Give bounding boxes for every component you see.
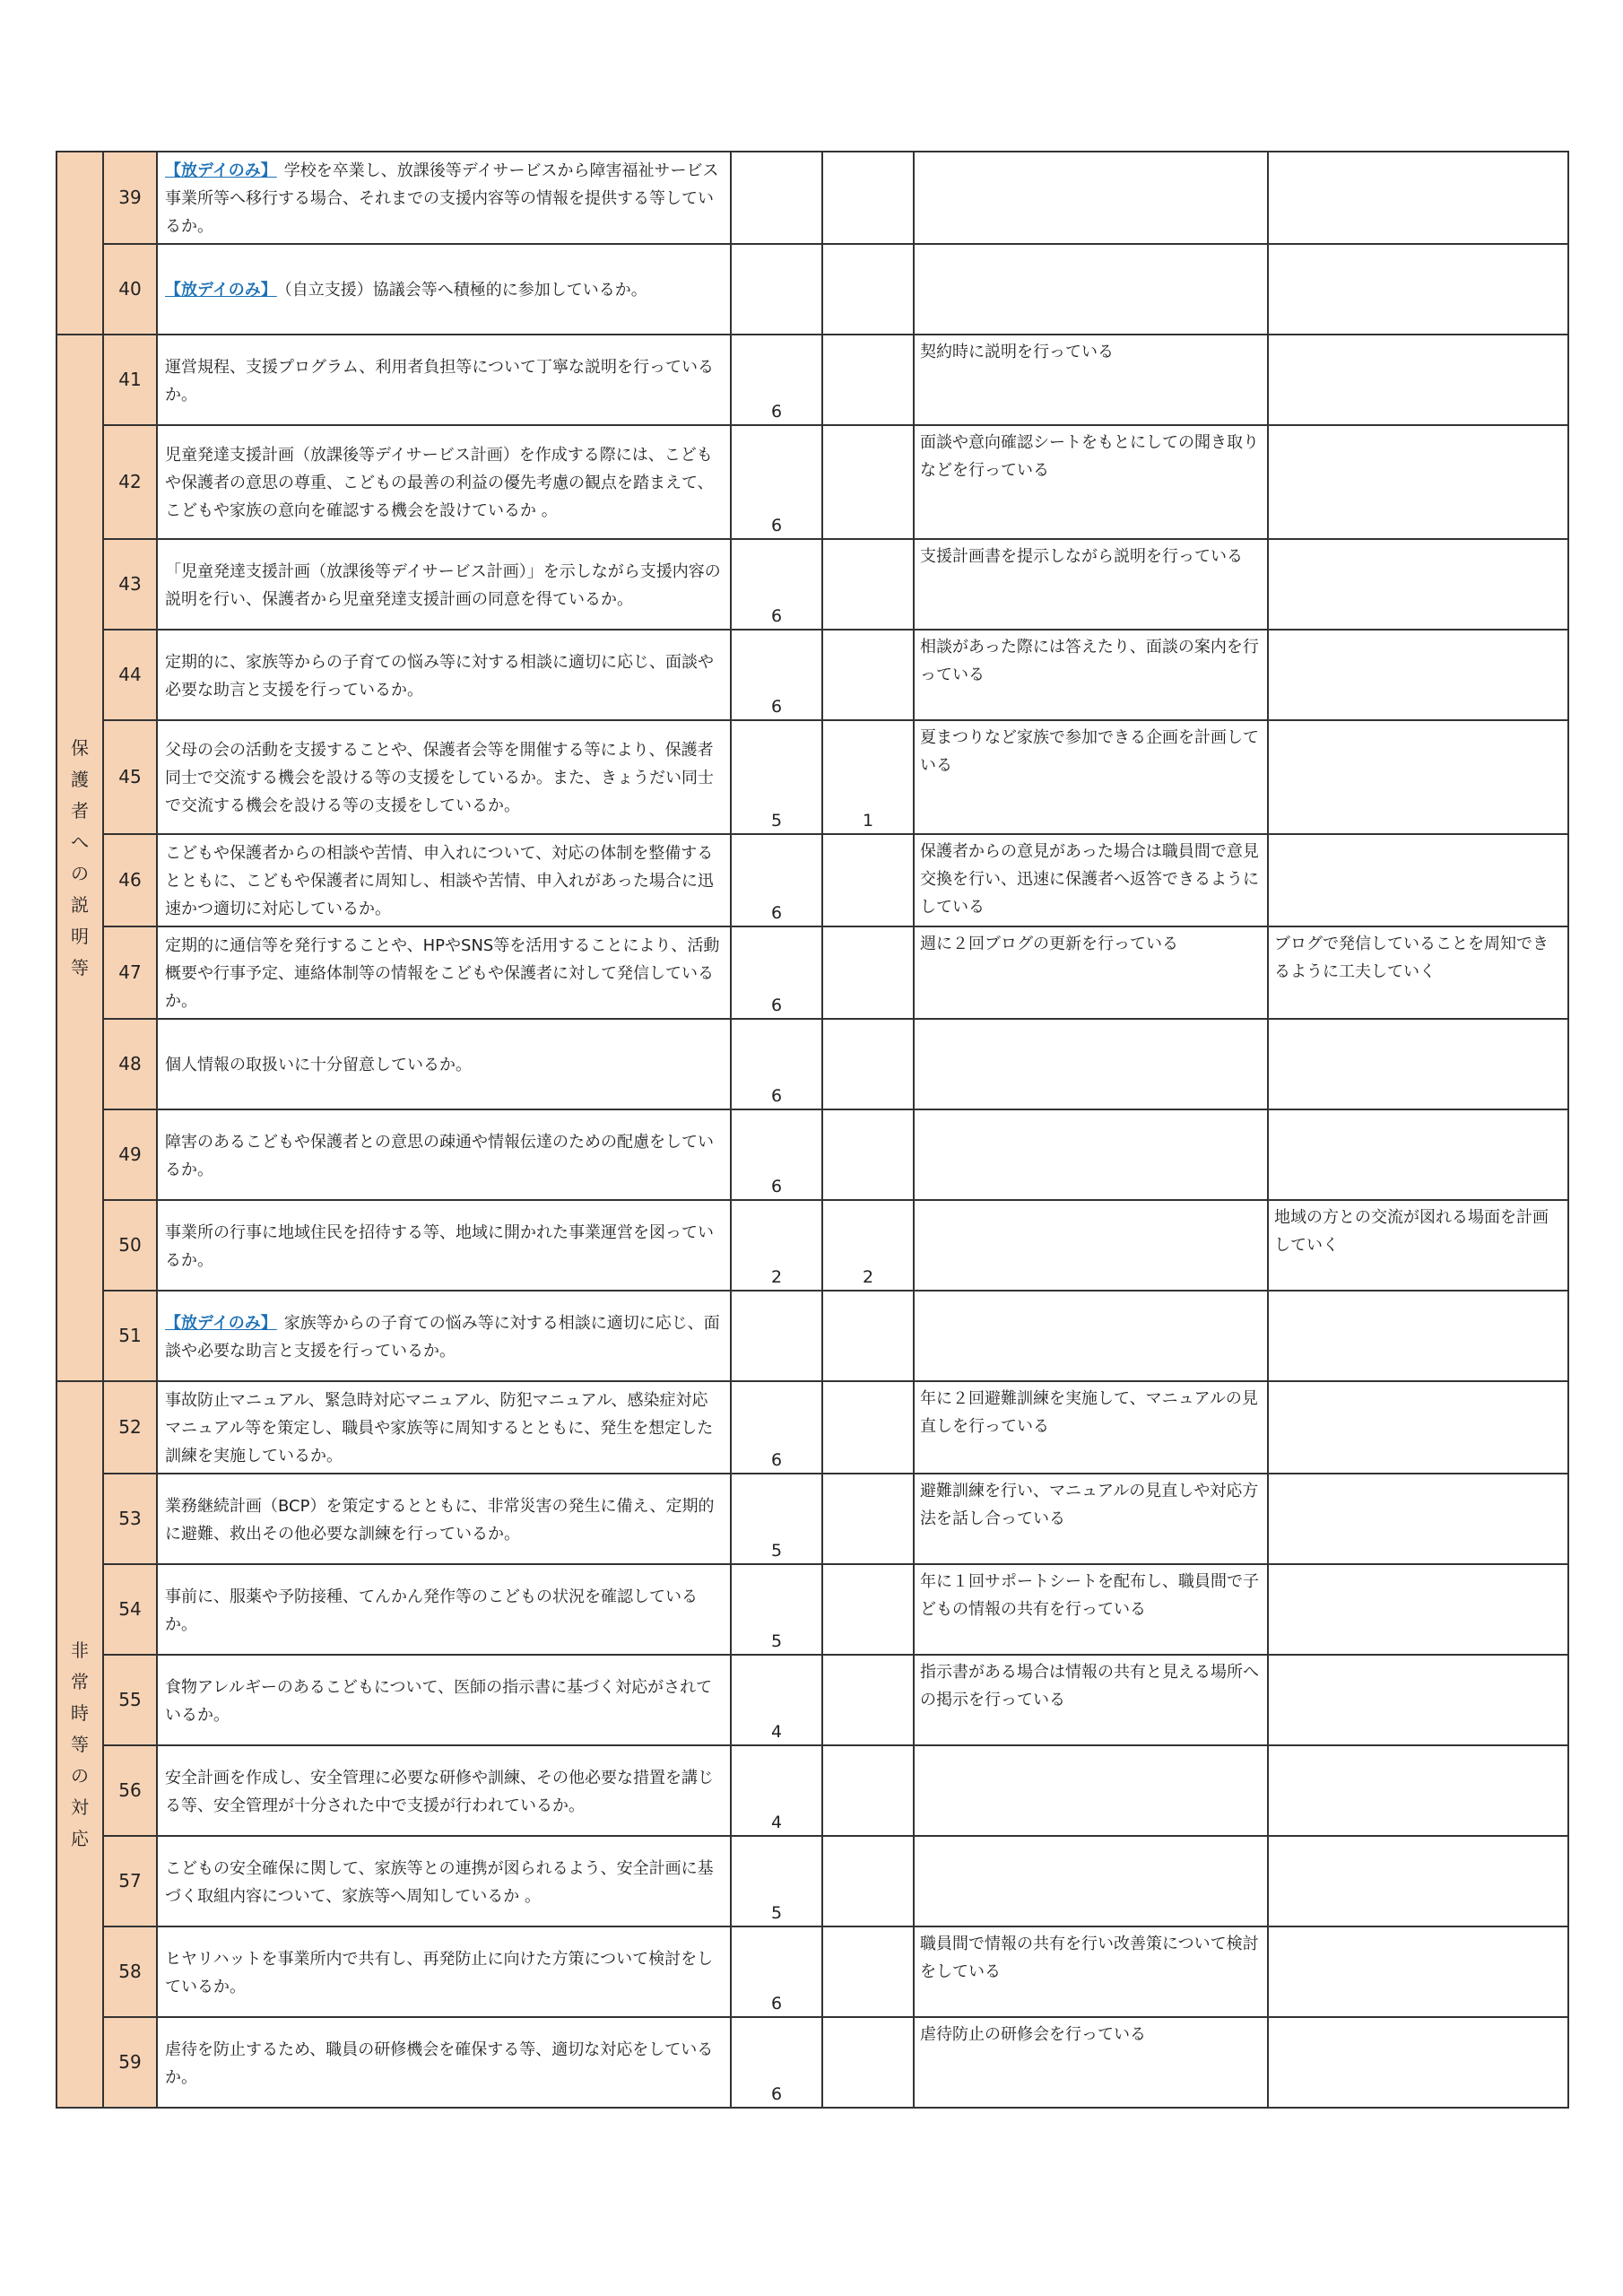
item-text: 「児童発達支援計画（放課後等デイサービス計画）」を示しながら支援内容の説明を行い、保護者から児童発達支援計画の同意を得ているか。 [165,561,721,609]
table-row [56,1564,1568,1655]
item-text: こどもの安全確保に関して、家族等との連携が図られるよう、安全計画に基づく取組内容について、家族等へ周知しているか 。 [165,1858,714,1906]
no-count: 1 [822,720,914,834]
comment-cell: 指示書がある場合は情報の共有と見える場所への掲示を行っている [914,1655,1268,1745]
table-row [56,152,1568,244]
yes-count: 6 [731,335,822,425]
comment-cell [914,1200,1268,1291]
item-number: 46 [103,834,157,926]
table-row [56,834,1568,926]
yes-count: 4 [731,1745,822,1836]
no-count [822,335,914,425]
item-number: 55 [103,1655,157,1745]
no-count [822,834,914,926]
item-question [157,1564,731,1655]
item-question [157,1474,731,1564]
item-number: 40 [103,244,157,335]
table-row [56,720,1568,834]
category-label: 非常時等の対応 [71,1639,89,1849]
no-count [822,2017,914,2108]
no-count: 2 [822,1200,914,1291]
improvement-cell [1268,1836,1568,1926]
item-text: 業務継続計画（BCP）を策定するとともに、非常災害の発生に備え、定期的に避難、救出その他必要な訓練を行っているか。 [165,1496,715,1544]
comment-cell [914,1019,1268,1109]
table-row [56,1836,1568,1926]
item-text: （自立支援）協議会等へ積極的に参加しているか。 [283,281,647,300]
item-text: 定期的に、家族等からの子育ての悩み等に対する相談に適切に応じ、面談や必要な助言と支援を行っているか。 [165,652,714,700]
improvement-cell [1268,244,1568,335]
category-cell-prev [56,152,103,335]
item-text: 定期的に通信等を発行することや、HPやSNS等を活用することにより、活動概要や行事予定、連絡体制等の情報をこどもや保護者に対して発信しているか。 [165,936,720,1011]
comment-cell: 週に２回ブログの更新を行っている [914,926,1268,1019]
comment-cell [914,1836,1268,1926]
no-count [822,1926,914,2017]
yes-count [731,1291,822,1381]
tag-label: 【放デイのみ】 [165,161,277,180]
item-question [157,1655,731,1745]
item-question [157,425,731,539]
table-row [56,2017,1568,2108]
yes-count: 6 [731,630,822,720]
item-number: 54 [103,1564,157,1655]
item-text: 事業所の行事に地域住民を招待する等、地域に開かれた事業運営を図っているか。 [165,1222,714,1270]
improvement-cell [1268,1926,1568,2017]
improvement-cell: 地域の方との交流が図れる場面を計画していく [1268,1200,1568,1291]
item-number: 48 [103,1019,157,1109]
comment-cell: 相談があった際には答えたり、面談の案内を行っている [914,630,1268,720]
no-count [822,244,914,335]
item-text: 障害のあるこどもや保護者との意思の疎通や情報伝達のための配慮をしているか。 [165,1132,714,1179]
item-question [157,630,731,720]
comment-cell [914,152,1268,244]
table-row [56,539,1568,630]
no-count [822,1474,914,1564]
yes-count: 5 [731,1836,822,1926]
comment-cell: 虐待防止の研修会を行っている [914,2017,1268,2108]
item-number: 42 [103,425,157,539]
item-number: 58 [103,1926,157,2017]
comment-cell: 面談や意向確認シートをもとにしての聞き取りなどを行っている [914,425,1268,539]
item-number: 52 [103,1381,157,1474]
evaluation-rows [56,152,1568,2108]
item-text: 家族等からの子育ての悩み等に対する相談に適切に応じ、面談や必要な助言と支援を行っているか。 [165,1313,720,1361]
item-text: 児童発達支援計画（放課後等デイサービス計画）を作成する際には、こどもや保護者の意思の尊重、こどもの最善の利益の優先考慮の観点を踏まえて、こどもや家族の意向を確認する機会を設けているか 。 [165,446,714,520]
yes-count [731,244,822,335]
item-question [157,244,731,335]
item-number: 51 [103,1291,157,1381]
table-row [56,1745,1568,1836]
no-count [822,152,914,244]
no-count [822,1019,914,1109]
item-number: 56 [103,1745,157,1836]
item-question [157,1926,731,2017]
table-row [56,1200,1568,1291]
item-question [157,335,731,425]
no-count [822,1291,914,1381]
comment-cell: 避難訓練を行い、マニュアルの見直しや対応方法を話し合っている [914,1474,1268,1564]
yes-count: 6 [731,1381,822,1474]
improvement-cell [1268,1745,1568,1836]
item-number: 57 [103,1836,157,1926]
item-question [157,1381,731,1474]
comment-cell: 職員間で情報の共有を行い改善策について検討をしている [914,1926,1268,2017]
comment-cell: 夏まつりなど家族で参加できる企画を計画している [914,720,1268,834]
yes-count: 6 [731,926,822,1019]
comment-cell: 年に２回避難訓練を実施して、マニュアルの見直しを行っている [914,1381,1268,1474]
no-count [822,926,914,1019]
improvement-cell: ブログで発信していることを周知できるように工夫していく [1268,926,1568,1019]
improvement-cell [1268,2017,1568,2108]
improvement-cell [1268,1474,1568,1564]
item-text: 食物アレルギーのあるこどもについて、医師の指示書に基づく対応がされているか。 [165,1677,713,1725]
improvement-cell [1268,335,1568,425]
yes-count: 5 [731,720,822,834]
yes-count: 6 [731,425,822,539]
improvement-cell [1268,1019,1568,1109]
improvement-cell [1268,834,1568,926]
item-text: 学校を卒業し、放課後等デイサービスから障害福祉サービス事業所等へ移行する場合、それまでの支援内容等の情報を提供する等しているか。 [165,161,719,236]
table-row [56,1381,1568,1474]
table-row [56,926,1568,1019]
comment-cell [914,1109,1268,1200]
yes-count: 4 [731,1655,822,1745]
category-cell [56,1381,103,2108]
table-row [56,1291,1568,1381]
item-question [157,926,731,1019]
yes-count: 6 [731,1109,822,1200]
no-count [822,539,914,630]
comment-cell: 支援計画書を提示しながら説明を行っている [914,539,1268,630]
comment-cell [914,1745,1268,1836]
item-question [157,1019,731,1109]
no-count [822,1745,914,1836]
item-question [157,1745,731,1836]
item-number: 50 [103,1200,157,1291]
tag-label: 【放デイのみ】 [165,281,277,300]
yes-count: 6 [731,539,822,630]
table-row [56,1474,1568,1564]
table-row [56,244,1568,335]
no-count [822,425,914,539]
item-number: 59 [103,2017,157,2108]
category-label: 保護者への説明等 [71,736,89,978]
no-count [822,1655,914,1745]
no-count [822,1836,914,1926]
improvement-cell [1268,720,1568,834]
item-text: 事前に、服薬や予防接種、てんかん発作等のこどもの状況を確認しているか。 [165,1587,698,1634]
comment-cell [914,1291,1268,1381]
item-number: 39 [103,152,157,244]
item-text: こどもや保護者からの相談や苦情、申入れについて、対応の体制を整備するとともに、こどもや保護者に周知し、相談や苦情、申入れがあった場合に迅速かつ適切に対応しているか。 [165,844,714,918]
no-count [822,1564,914,1655]
improvement-cell [1268,425,1568,539]
item-question [157,1109,731,1200]
table-row [56,1926,1568,2017]
item-text: ヒヤリハットを事業所内で共有し、再発防止に向けた方策について検討をしているか。 [165,1949,714,1996]
evaluation-sheet [56,151,1567,2109]
item-question [157,152,731,244]
no-count [822,1109,914,1200]
yes-count: 6 [731,2017,822,2108]
category-cell [56,335,103,1381]
item-text: 安全計画を作成し、安全管理に必要な研修や訓練、その他必要な措置を講じる等、安全管理が十分された中で支援が行われているか。 [165,1768,714,1815]
comment-cell: 年に１回サポートシートを配布し、職員間で子どもの情報の共有を行っている [914,1564,1268,1655]
table-row [56,630,1568,720]
improvement-cell [1268,1564,1568,1655]
improvement-cell [1268,1655,1568,1745]
yes-count: 6 [731,834,822,926]
table-row [56,1019,1568,1109]
improvement-cell [1268,1291,1568,1381]
item-number: 44 [103,630,157,720]
table-row [56,1655,1568,1745]
item-question [157,720,731,834]
yes-count [731,152,822,244]
tag-label: 【放デイのみ】 [165,1313,277,1333]
comment-cell: 契約時に説明を行っている [914,335,1268,425]
item-question [157,539,731,630]
improvement-cell [1268,630,1568,720]
item-question [157,834,731,926]
comment-cell [914,244,1268,335]
no-count [822,1381,914,1474]
yes-count: 6 [731,1019,822,1109]
improvement-cell [1268,539,1568,630]
item-question [157,1291,731,1381]
item-question [157,2017,731,2108]
item-number: 47 [103,926,157,1019]
improvement-cell [1268,1381,1568,1474]
yes-count: 5 [731,1564,822,1655]
yes-count: 6 [731,1926,822,2017]
yes-count: 2 [731,1200,822,1291]
evaluation-table [56,151,1569,2109]
item-text: 運営規程、支援プログラム、利用者負担等について丁寧な説明を行っているか。 [165,357,714,404]
item-number: 45 [103,720,157,834]
table-row [56,425,1568,539]
item-question [157,1836,731,1926]
item-text: 個人情報の取扱いに十分留意しているか。 [165,1056,472,1074]
improvement-cell [1268,1109,1568,1200]
item-text: 虐待を防止するため、職員の研修機会を確保する等、適切な対応をしているか。 [165,2039,714,2087]
item-number: 41 [103,335,157,425]
item-number: 49 [103,1109,157,1200]
table-row [56,1109,1568,1200]
item-number: 43 [103,539,157,630]
item-text: 事故防止マニュアル、緊急時対応マニュアル、防犯マニュアル、感染症対応マニュアル等を策定し、職員や家族等に周知するとともに、発生を想定した訓練を実施しているか。 [165,1391,714,1465]
comment-cell: 保護者からの意見があった場合は職員間で意見交換を行い、迅速に保護者へ返答できるようにしている [914,834,1268,926]
no-count [822,630,914,720]
improvement-cell [1268,152,1568,244]
item-number: 53 [103,1474,157,1564]
table-row [56,335,1568,425]
yes-count: 5 [731,1474,822,1564]
item-question [157,1200,731,1291]
item-text: 父母の会の活動を支援することや、保護者会等を開催する等により、保護者同士で交流する機会を設ける等の支援をしているか。また、きょうだい同士で交流する機会を設ける等の支援をしているか。 [165,741,714,815]
